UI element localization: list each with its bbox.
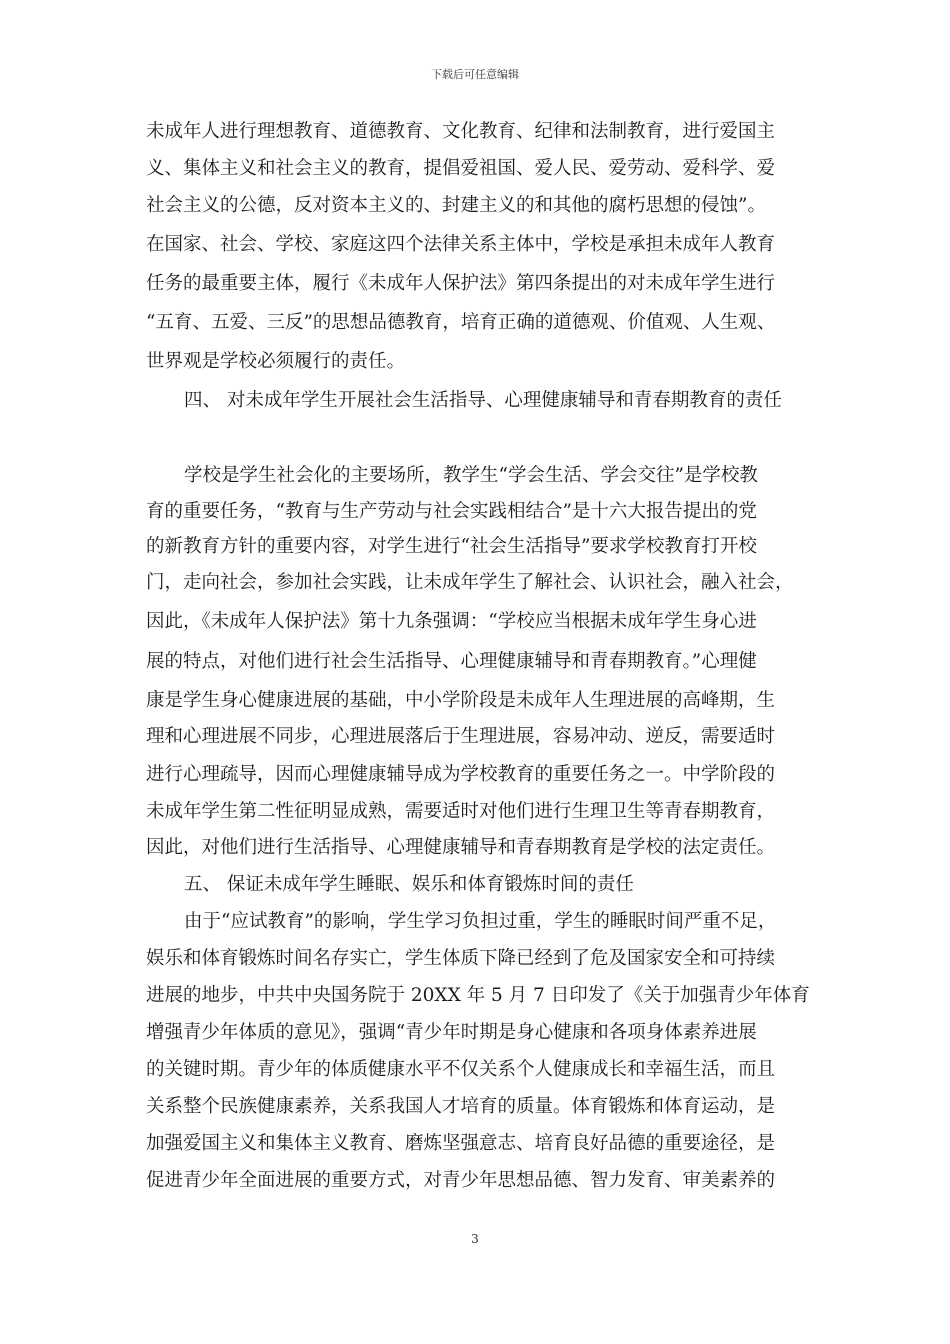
text-line: 进行心理疏导，因而心理健康辅导成为学校教育的重要任务之一。中学阶段的 xyxy=(146,764,776,785)
text-line: 在国家、社会、学校、家庭这四个法律关系主体中，学校是承担未成年人教育 xyxy=(146,234,776,255)
text-line: 关系整个民族健康素养，关系我国人才培育的质量。体育锻炼和体育运动，是 xyxy=(146,1096,776,1117)
page-header: 下载后可任意编辑 xyxy=(431,68,519,81)
text-line: 未成年学生第二性征明显成熟，需要适时对他们进行生理卫生等青春期教育， xyxy=(146,801,776,822)
text-line: 展的特点，对他们进行社会生活指导、心理健康辅导和青春期教育。”心理健 xyxy=(146,651,757,672)
text-line: 促进青少年全面进展的重要方式，对青少年思想品德、智力发育、审美素养的 xyxy=(146,1170,776,1191)
page-number: 3 xyxy=(471,1232,479,1246)
text-line: 康是学生身心健康进展的基础，中小学阶段是未成年人生理进展的高峰期，生 xyxy=(146,690,776,711)
text-line: 义、集体主义和社会主义的教育，提倡爱祖国、爱人民、爱劳动、爱科学、爱 xyxy=(146,158,776,179)
text-line: 由于“应试教育”的影响，学生学习负担过重，学生的睡眠时间严重不足， xyxy=(184,911,777,932)
text-line: 未成年人进行理想教育、道德教育、文化教育、纪律和法制教育，进行爱国主 xyxy=(146,121,776,142)
text-line: 的新教育方针的重要内容，对学生进行“社会生活指导”要求学校教育打开校 xyxy=(146,536,757,557)
text-line: 因此，《未成年人保护法》第十九条强调：“学校应当根据未成年学生身心进 xyxy=(146,611,757,632)
section-heading-4: 四、 对未成年学生开展社会生活指导、心理健康辅导和青春期教育的责任 xyxy=(184,390,782,411)
text-line: 世界观是学校必须履行的责任。 xyxy=(146,351,406,372)
text-line: 社会主义的公德，反对资本主义的、封建主义的和其他的腐朽思想的侵蚀”。 xyxy=(146,195,766,216)
text-line: 娱乐和体育锻炼时间名存实亡，学生体质下降已经到了危及国家安全和可持续 xyxy=(146,948,776,969)
text-line: 门，走向社会，参加社会实践，让未成年学生了解社会、认识社会，融入社会， xyxy=(146,572,794,593)
text-line: 加强爱国主义和集体主义教育、磨炼坚强意志、培育良好品德的重要途径，是 xyxy=(146,1133,776,1154)
text-line: 任务的最重要主体，履行《未成年人保护法》第四条提出的对未成年学生进行 xyxy=(146,273,776,294)
text-line: 进展的地步，中共中央国务院于 20XX 年 5 月 7 日印发了《关于加强青少年体育 xyxy=(146,985,810,1006)
text-line: “五育、五爱、三反”的思想品德教育，培育正确的道德观、价值观、人生观、 xyxy=(146,312,776,333)
text-line: 增强青少年体质的意见》，强调“青少年时期是身心健康和各项身体素养进展 xyxy=(146,1022,757,1043)
text-line: 的关键时期。青少年的体质健康水平不仅关系个人健康成长和幸福生活，而且 xyxy=(146,1059,776,1080)
section-heading-5: 五、 保证未成年学生睡眠、娱乐和体育锻炼时间的责任 xyxy=(184,874,634,895)
text-line: 因此，对他们进行生活指导、心理健康辅导和青春期教育是学校的法定责任。 xyxy=(146,837,776,858)
text-line: 育的重要任务，“教育与生产劳动与社会实践相结合”是十六大报告提出的党 xyxy=(146,501,757,522)
text-line: 学校是学生社会化的主要场所，教学生“学会生活、学会交往”是学校教 xyxy=(184,465,758,486)
text-line: 理和心理进展不同步，心理进展落后于生理进展，容易冲动、逆反，需要适时 xyxy=(146,726,776,747)
